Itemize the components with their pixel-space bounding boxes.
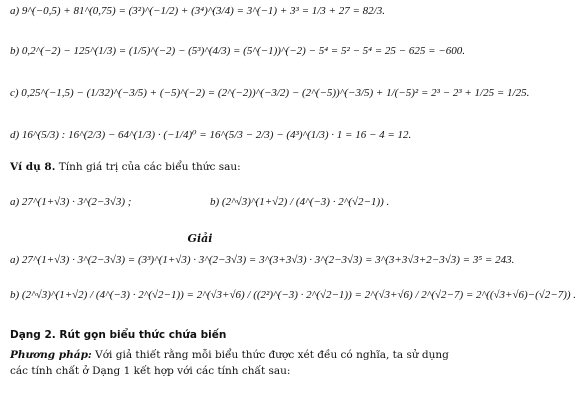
solution-b: b) (2^√3)^(1+√2) / (4^(−3) · 2^(√2−1)) = 2^(√3+√6) / ((2²)^(−3) · 2^(√2−1)) = 2^(√3+√6) / 2^(√2−7) = 2^((√3+√6)−(√2−7)) . — [10, 289, 576, 301]
example-8 — [10, 160, 241, 174]
section-title: Dạng 2. Rút gọn biểu thức chứa biến — [10, 329, 227, 341]
example-b: b) (2^√3)^(1+√2) / (4^(−3) · 2^(√2−1)) . — [210, 196, 390, 208]
example-label: Ví dụ 8. — [10, 161, 56, 173]
item-c: c) 0,25^(−1,5) − (1/32)^(−3/5) + (−5)^(−2) = (2^(−2))^(−3/2) − (2^(−5))^(−3/5) + 1/(−5)² = 2³ − 2³ + 1/25 = 1/25. — [10, 87, 530, 99]
item-a: a) 9^(−0,5) + 81^(0,75) = (3²)^(−1/2) + (3⁴)^(3/4) = 3^(−1) + 3³ = 1/3 + 27 = 82/3. — [10, 5, 385, 17]
item-b: b) 0,2^(−2) − 125^(1/3) = (1/5)^(−2) − (5³)^(4/3) = (5^(−1))^(−2) − 5⁴ = 5² − 5⁴ = 25 − 625 = −600. — [10, 45, 465, 57]
method-text: Với giả thiết rằng mỗi biểu thức được xét đều có nghĩa, ta sử dụng — [91, 349, 449, 361]
solution-heading: Giải — [187, 232, 213, 245]
item-d: d) 16^(5/3) : 16^(2/3) − 64^(1/3) · (−1/4)⁰ = 16^(5/3 − 2/3) − (4³)^(1/3) · 1 = 16 − 4 = 12. — [10, 129, 412, 141]
method-label: Phương pháp: — [10, 349, 92, 361]
method-line — [10, 348, 449, 362]
solution-a: a) 27^(1+√3) · 3^(2−3√3) = (3³)^(1+√3) · 3^(2−3√3) = 3^(3+3√3) · 3^(2−3√3) = 3^(3+3√3+2−3√3) = 3⁵ = 243. — [10, 254, 515, 266]
example-a: a) 27^(1+√3) · 3^(2−3√3) ; — [10, 196, 132, 208]
example-text: Tính giá trị của các biểu thức sau: — [55, 161, 241, 173]
method-line-2: các tính chất ở Dạng 1 kết hợp với các tính chất sau: — [10, 365, 291, 377]
